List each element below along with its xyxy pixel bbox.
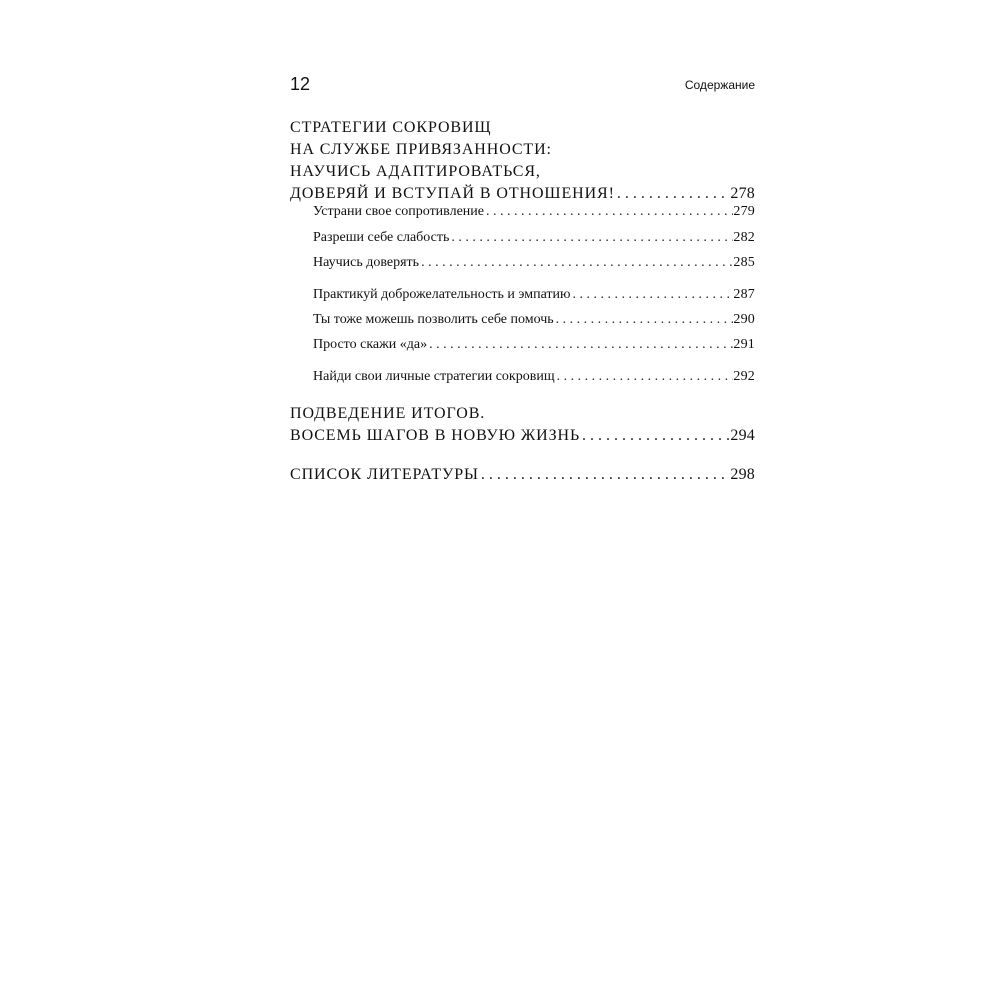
part-title-text: ДОВЕРЯЙ И ВСТУПАЙ В ОТНОШЕНИЯ!: [290, 185, 615, 202]
page-reference: 291: [733, 337, 755, 352]
toc-entry: [313, 367, 755, 387]
dot-leader: [479, 464, 731, 486]
toc-entry: [313, 310, 755, 330]
dot-leader: [427, 335, 733, 355]
page-reference: 279: [733, 204, 755, 219]
page-reference: 292: [733, 369, 755, 384]
page-reference: 282: [733, 230, 755, 245]
dot-leader: [484, 202, 733, 222]
page-reference: 290: [733, 312, 755, 327]
dot-leader: [419, 253, 733, 273]
entry-title: Ты тоже можешь позволить себе помочь: [313, 312, 554, 327]
dot-leader: [449, 228, 733, 248]
page-reference: 287: [733, 287, 755, 302]
entry-title: Практикуй доброжелательность и эмпатию: [313, 287, 571, 302]
dot-leader: [580, 425, 730, 447]
page-reference: 285: [733, 255, 755, 270]
book-page: [290, 0, 755, 1000]
toc-entry: [313, 253, 755, 273]
part-title-last-line: [290, 425, 755, 447]
part-title-last-line: [290, 464, 755, 486]
entry-title: Найди свои личные стратегии сокровищ: [313, 369, 555, 384]
toc-part-bibliography: [290, 464, 755, 486]
entry-title: Научись доверять: [313, 255, 420, 270]
dot-leader: [571, 285, 734, 305]
entry-title: Разреши себе слабость: [313, 230, 450, 245]
part-title-text: ВОСЕМЬ ШАГОВ В НОВУЮ ЖИЗНЬ: [290, 427, 581, 444]
dot-leader: [555, 367, 734, 387]
page-reference: 278: [730, 185, 755, 202]
part-title-line: ПОДВЕДЕНИЕ ИТОГОВ.: [290, 405, 486, 422]
toc-part-strategies: [290, 117, 755, 205]
entry-title: Устрани свое сопротивление: [313, 204, 485, 219]
running-head: [290, 72, 755, 98]
running-title: Содержание: [684, 78, 755, 92]
part-title-line: НАУЧИСЬ АДАПТИРОВАТЬСЯ,: [290, 163, 541, 180]
part-title-text: СПИСОК ЛИТЕРАТУРЫ: [290, 466, 479, 483]
page-number: 12: [290, 74, 311, 94]
dot-leader: [554, 310, 734, 330]
toc-entry: [313, 335, 755, 355]
toc-entry: [313, 285, 755, 305]
part-title-line: СТРАТЕГИИ СОКРОВИЩ: [290, 119, 492, 136]
toc-entry: [313, 202, 755, 222]
page-reference: 298: [730, 466, 755, 483]
entry-title: Просто скажи «да»: [313, 337, 428, 352]
toc-entry: [313, 228, 755, 248]
page-reference: 294: [730, 427, 755, 444]
toc-part-summary: [290, 403, 755, 447]
part-title-line: НА СЛУЖБЕ ПРИВЯЗАННОСТИ:: [290, 141, 552, 158]
